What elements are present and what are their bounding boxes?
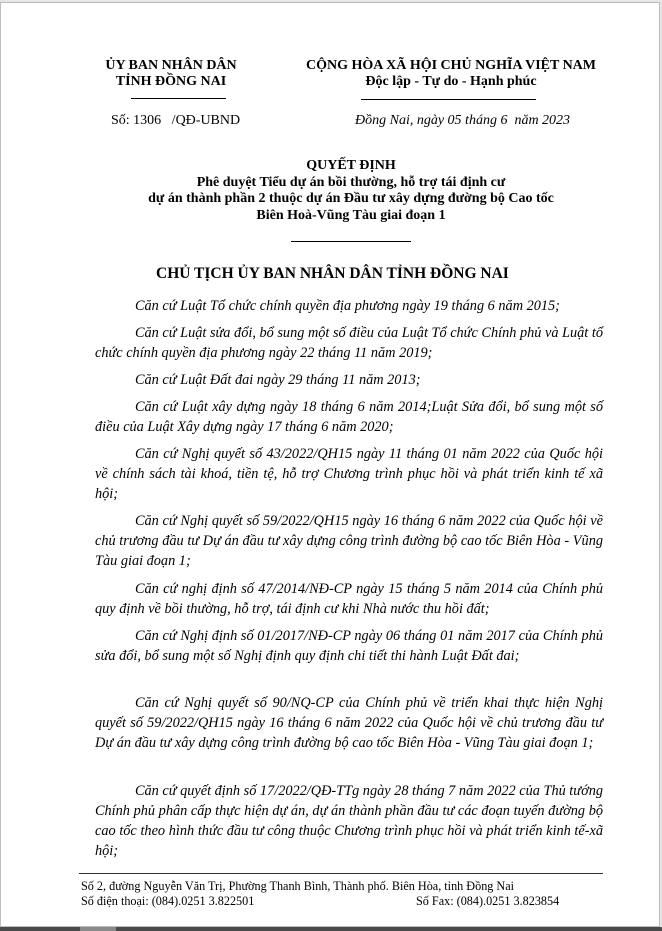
legal-basis-paragraph: Căn cứ Nghị quyết số 43/2022/QH15 ngày 11 tháng 01 năm 2022 của Quốc hội về chính sách tài khoá, tiền tệ, hỗ trợ Chương trình phục hồi và phát triển kinh tế xã hội; xyxy=(95,446,603,502)
decision-title xyxy=(141,158,561,224)
issuer-heading: CHỦ TỊCH ỦY BAN NHÂN DÂN TỈNH ĐỒNG NAI xyxy=(156,265,509,282)
legal-basis-paragraph: Căn cứ Nghị định số 01/2017/NĐ-CP ngày 06 tháng 01 năm 2017 của Chính phủ sửa đổi, bổ sung một số Nghị định quy định chi tiết thi hành Luật Đất đai; xyxy=(95,628,603,664)
horizontal-scrollbar[interactable] xyxy=(0,927,662,931)
agency-line-1: ỦY BAN NHÂN DÂN xyxy=(105,58,237,73)
motto-underline xyxy=(361,99,536,100)
agency-line-2: TỈNH ĐỒNG NAI xyxy=(115,74,227,89)
legal-basis-paragraph: Căn cứ nghị định số 47/2014/NĐ-CP ngày 15 tháng 5 năm 2014 của Chính phủ quy định về bồi thường, hỗ trợ, tái định cư khi Nhà nước thu hồi đất; xyxy=(95,581,603,617)
legal-basis-paragraph: Căn cứ Luật xây dựng ngày 18 tháng 6 năm 2014;Luật Sửa đổi, bổ sung một số điều của Luật Xây dựng ngày 17 tháng 6 năm 2020; xyxy=(95,399,603,435)
legal-basis-paragraph: Căn cứ Luật Đất đai ngày 29 tháng 11 năm 2013; xyxy=(135,372,421,388)
national-header xyxy=(291,58,611,90)
footer-address: Số 2, đường Nguyễn Văn Trị, Phường Thanh Bình, Thành phố. Biên Hòa, tỉnh Đồng Nai xyxy=(81,879,515,893)
document-page xyxy=(0,2,660,927)
place-date: Đồng Nai, ngày 05 tháng 6 năm 2023 xyxy=(355,113,571,128)
decision-heading: QUYẾT ĐỊNH xyxy=(306,158,396,173)
scrollbar-thumb[interactable] xyxy=(80,927,116,931)
agency-header xyxy=(91,58,251,90)
legal-basis-paragraph: Căn cứ Nghị quyết số 59/2022/QH15 ngày 16 tháng 6 năm 2022 của Quốc hội về chủ trương đầu tư Dự án đầu tư xây dựng công trình đường bộ cao tốc Biên Hòa - Vũng Tàu giai đoạn 1; xyxy=(95,513,603,569)
title-line-2: dự án thành phần 2 thuộc dự án Đầu tư xây dựng đường bộ Cao tốc xyxy=(148,191,554,206)
footer-divider xyxy=(79,873,603,874)
legal-basis-paragraph: Căn cứ quyết định số 17/2022/QĐ-TTg ngày 28 tháng 7 năm 2022 của Thủ tướng Chính phủ phân cấp thực hiện dự án, dự án thành phần đầu tư các đoạn tuyến đường bộ cao tốc theo hình thức đầu tư công thuộc Chương trình phục hồi và phát triển kinh tế-xã hội; xyxy=(95,783,604,859)
legal-basis-paragraph: Căn cứ Luật Tổ chức chính quyền địa phương ngày 19 tháng 6 năm 2015; xyxy=(135,298,560,314)
title-underline xyxy=(291,241,411,242)
footer-phone: Số điện thoại: (084).0251 3.822501 xyxy=(81,894,255,908)
footer-fax: Số Fax: (084).0251 3.823854 xyxy=(416,894,560,908)
title-line-3: Biên Hoà-Vũng Tàu giai đoạn 1 xyxy=(256,207,446,223)
national-motto: Độc lập - Tự do - Hạnh phúc xyxy=(365,74,537,89)
legal-basis-paragraph: Căn cứ Nghị quyết số 90/NQ-CP của Chính phủ về triển khai thực hiện Nghị quyết số 59/2022/QH15 ngày 16 tháng 6 năm 2022 của Quốc hội về chủ trương đầu tư Dự án đầu tư xây dựng công trình đường bộ cao tốc Biên Hòa - Vũng Tàu giai đoạn 1; xyxy=(95,695,603,751)
agency-underline xyxy=(131,98,226,99)
legal-basis-paragraph: Căn cứ Luật sửa đổi, bổ sung một số điều của Luật Tổ chức Chính phủ và Luật tổ chức chính quyền địa phương ngày 22 tháng 11 năm 2019; xyxy=(95,325,603,361)
title-line-1: Phê duyệt Tiểu dự án bồi thường, hỗ trợ tái định cư xyxy=(196,174,506,190)
document-number: Số: 1306 /QĐ-UBND xyxy=(111,113,241,128)
country-name: CỘNG HÒA XÃ HỘI CHỦ NGHĨA VIỆT NAM xyxy=(305,58,596,73)
